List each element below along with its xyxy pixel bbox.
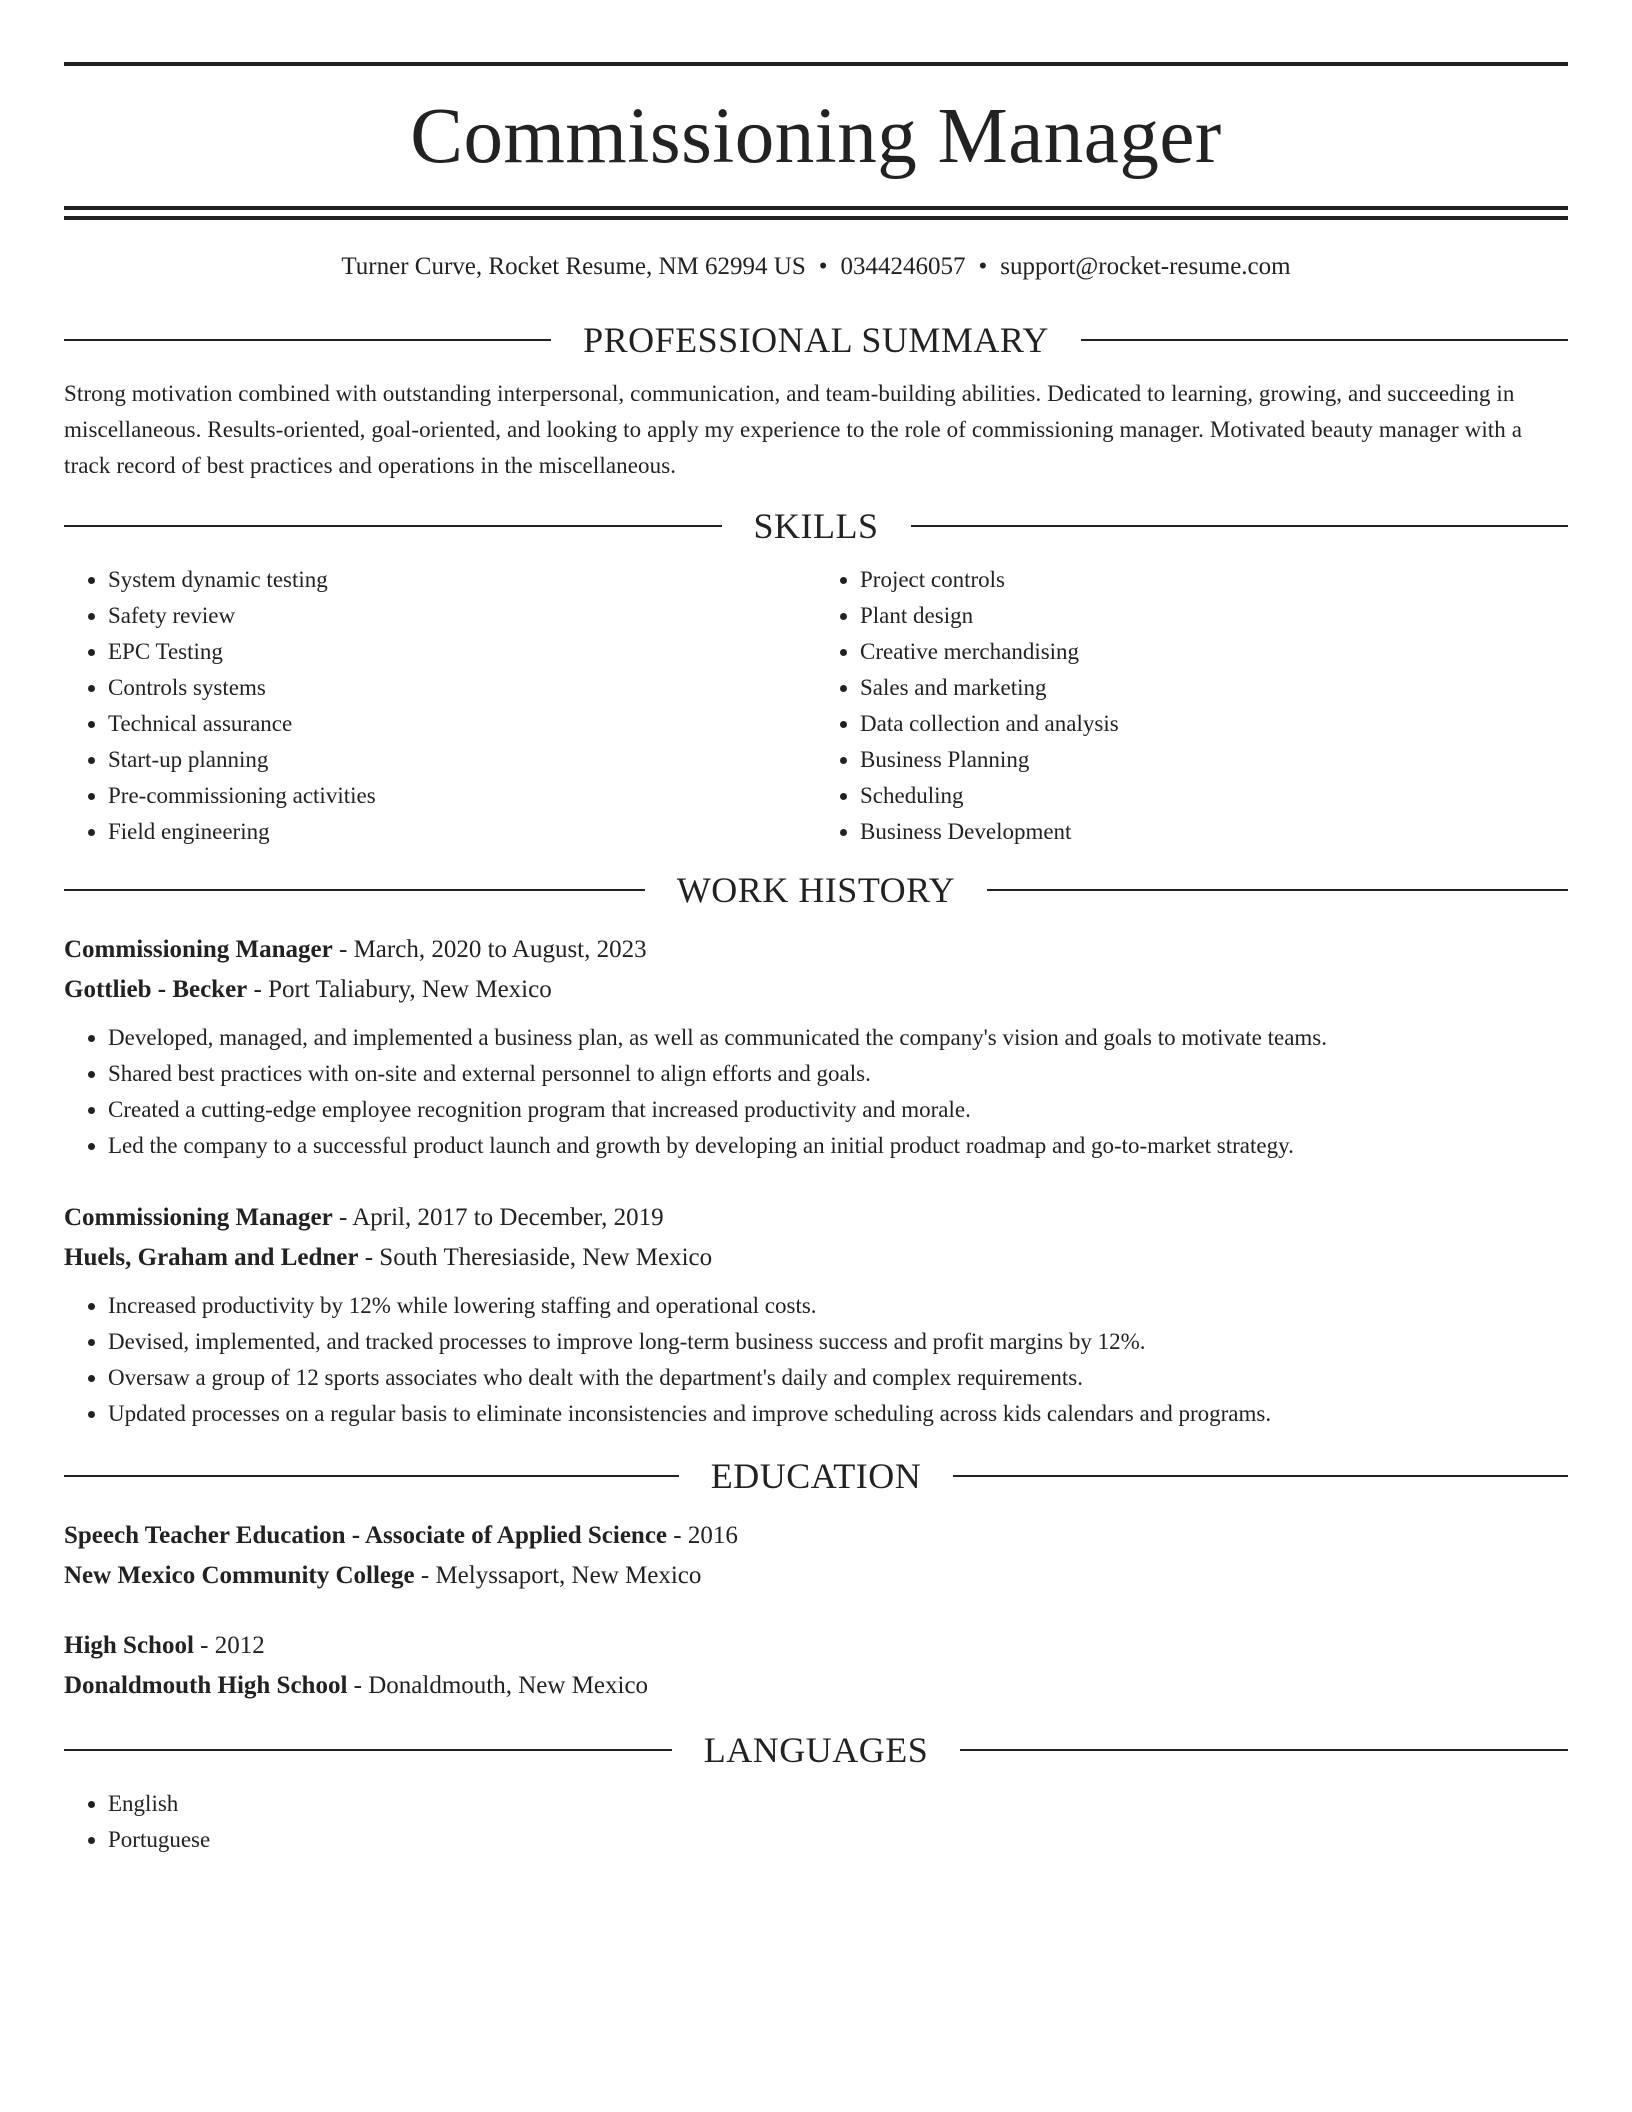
education-school: Donaldmouth High School — [64, 1672, 348, 1699]
skill-item: • System dynamic testing — [108, 562, 816, 598]
job-bullet: • Shared best practices with on-site and external personnel to align efforts and goals. — [108, 1056, 1568, 1092]
skill-item: • Safety review — [108, 598, 816, 634]
skill-item: • Scheduling — [860, 778, 1568, 814]
section-header-summary — [64, 318, 1568, 362]
education-degree: Speech Teacher Education - Associate of Applied Science — [64, 1522, 668, 1549]
education-location: - Donaldmouth, New Mexico — [347, 1672, 649, 1699]
skill-item: • Business Planning — [860, 742, 1568, 778]
skills-list — [64, 562, 1568, 850]
section-title: LANGUAGES — [703, 1730, 929, 1770]
skill-item: • Sales and marketing — [860, 670, 1568, 706]
skills-column-right — [816, 562, 1568, 850]
job-dates: - March, 2020 to August, 2023 — [332, 936, 647, 963]
skill-item: • Pre-commissioning activities — [108, 778, 816, 814]
divider — [64, 339, 551, 341]
contact-address: Turner Curve, Rocket Resume, NM 62994 US — [341, 253, 806, 280]
job-title-line — [64, 930, 1568, 970]
divider — [1081, 339, 1568, 341]
skill-item: • Plant design — [860, 598, 1568, 634]
divider — [64, 889, 645, 891]
divider — [987, 889, 1568, 891]
summary-text: Strong motivation combined with outstanding interpersonal, communication, and team-building abilities. Dedicated to learning, growing, and succeeding in miscellaneous. Results-oriented, goal-oriented, and looking to apply my experience to the role of commissioning manager. Motivated beauty manager with a track record of best practices and operations in the miscellaneous. — [64, 381, 1523, 478]
education-degree-line — [64, 1516, 1568, 1556]
job-company: Huels, Graham and Ledner — [64, 1244, 359, 1271]
languages-list — [64, 1786, 1568, 1858]
education-school-line — [64, 1666, 1568, 1706]
job-bullets — [64, 1288, 1568, 1432]
job-company-line — [64, 1238, 1568, 1278]
divider — [953, 1475, 1568, 1477]
title-double-rule — [64, 206, 1568, 220]
education-entry — [64, 1626, 1568, 1706]
contact-separator: • — [978, 253, 988, 280]
divider — [64, 1475, 679, 1477]
education-location: - Melyssaport, New Mexico — [414, 1562, 702, 1589]
section-header-education — [64, 1454, 1568, 1498]
job-entry — [64, 930, 1568, 1164]
divider — [960, 1749, 1568, 1751]
section-header-work-history — [64, 868, 1568, 912]
contact-email: support@rocket-resume.com — [1000, 253, 1291, 280]
job-title: Commissioning Manager — [64, 1204, 333, 1231]
skill-item: • Controls systems — [108, 670, 816, 706]
job-location: - South Theresiaside, New Mexico — [358, 1244, 713, 1271]
job-bullet: • Created a cutting-edge employee recognition program that increased productivity and morale. — [108, 1092, 1568, 1128]
education-year: - 2012 — [193, 1632, 265, 1659]
section-header-skills — [64, 504, 1568, 548]
contact-line — [64, 250, 1568, 284]
divider — [64, 1749, 672, 1751]
resume-page — [64, 62, 1568, 1858]
job-bullet: • Updated processes on a regular basis to eliminate inconsistencies and improve scheduling across kids calendars and programs. — [108, 1396, 1568, 1432]
skill-item: • Field engineering — [108, 814, 816, 850]
job-title-line — [64, 1198, 1568, 1238]
education-degree: High School — [64, 1632, 194, 1659]
language-item: • Portuguese — [108, 1822, 1568, 1858]
language-item: • English — [108, 1786, 1568, 1822]
contact-phone: 0344246057 — [840, 253, 966, 280]
skill-item: • Technical assurance — [108, 706, 816, 742]
section-title: PROFESSIONAL SUMMARY — [583, 320, 1049, 360]
job-location: - Port Taliabury, New Mexico — [247, 976, 552, 1003]
skill-item: • Project controls — [860, 562, 1568, 598]
job-title: Commissioning Manager — [64, 936, 333, 963]
job-bullet: • Devised, implemented, and tracked processes to improve long-term business success and profit margins by 12%. — [108, 1324, 1568, 1360]
divider — [64, 525, 722, 527]
skill-item: • Business Development — [860, 814, 1568, 850]
skill-item: • Creative merchandising — [860, 634, 1568, 670]
job-company-line — [64, 970, 1568, 1010]
skill-item: • Start-up planning — [108, 742, 816, 778]
skill-item: • EPC Testing — [108, 634, 816, 670]
job-bullet: • Increased productivity by 12% while lowering staffing and operational costs. — [108, 1288, 1568, 1324]
job-bullet: • Developed, managed, and implemented a business plan, as well as communicated the company's vision and goals to motivate teams. — [108, 1020, 1568, 1056]
section-title: WORK HISTORY — [676, 870, 956, 910]
education-school-line — [64, 1556, 1568, 1596]
job-company: Gottlieb - Becker — [64, 976, 248, 1003]
skills-column-left — [64, 562, 816, 850]
job-bullet: • Oversaw a group of 12 sports associates who dealt with the department's daily and complex requirements. — [108, 1360, 1568, 1396]
education-degree-line — [64, 1626, 1568, 1666]
education-school: New Mexico Community College — [64, 1562, 415, 1589]
education-year: - 2016 — [667, 1522, 738, 1549]
contact-separator: • — [818, 253, 828, 280]
divider — [911, 525, 1569, 527]
resume-title: Commissioning Manager — [410, 92, 1222, 180]
skill-item: • Data collection and analysis — [860, 706, 1568, 742]
education-entry — [64, 1516, 1568, 1596]
job-bullet: • Led the company to a successful product launch and growth by developing an initial product roadmap and go-to-market strategy. — [108, 1128, 1568, 1164]
section-header-languages — [64, 1728, 1568, 1772]
job-entry — [64, 1198, 1568, 1432]
job-dates: - April, 2017 to December, 2019 — [332, 1204, 664, 1231]
section-title: EDUCATION — [710, 1456, 922, 1496]
section-title: SKILLS — [753, 506, 879, 546]
job-bullets — [64, 1020, 1568, 1164]
